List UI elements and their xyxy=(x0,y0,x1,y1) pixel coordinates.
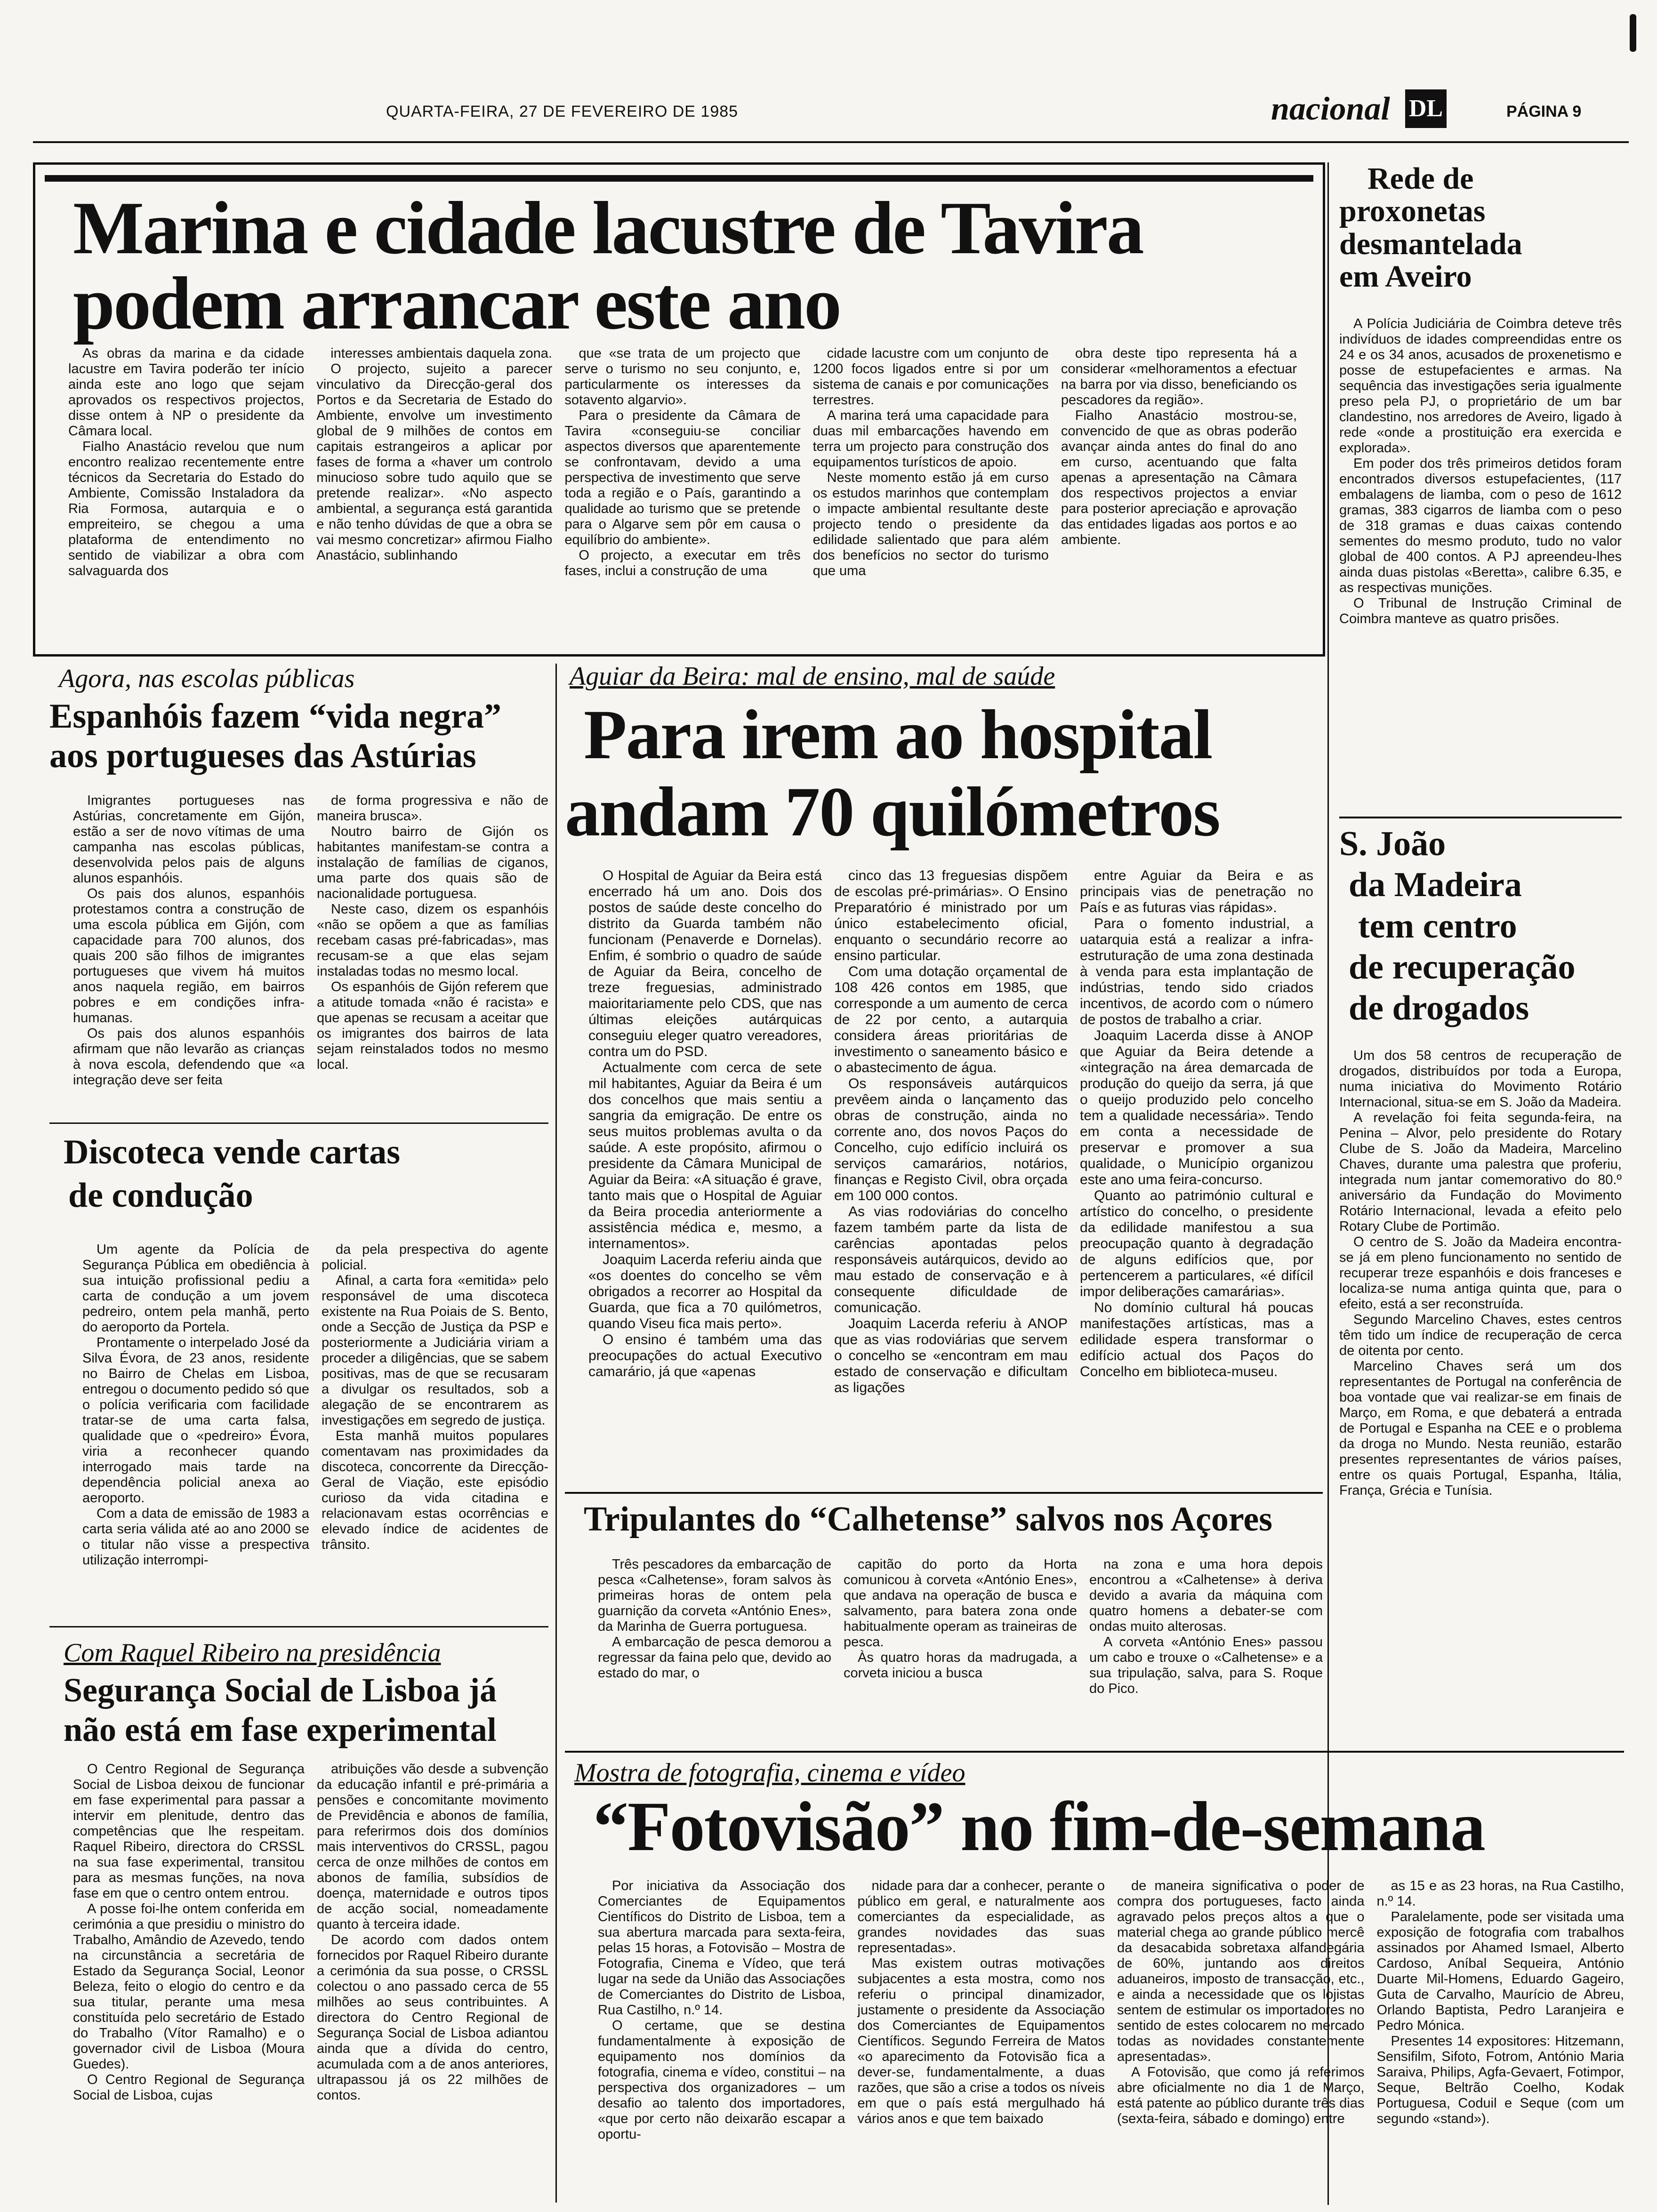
headline-sjoao-1: S. João xyxy=(1339,825,1446,863)
paragraph: As obras da marina e da cidade lacustre em Tavira poderão ter início ainda este ano logo que sejam aprovados os respectivos projectos, disse ontem à NP o presidente da Câmara local. xyxy=(68,346,305,439)
calhetense-col-3 xyxy=(1089,1557,1323,1736)
page-margin-mark xyxy=(1630,14,1636,52)
paragraph: Por iniciativa da Associação dos Comerciantes de Equipamentos Científicos do Distrito de Lisboa, tem a sua abertura marcada para sexta-feira, pelas 15 horas, a Fotovisão – Mostra de Fotografia, Cinema e Vídeo, que terá lugar na sede da União das Associações de Comerciantes do Distrito de Lisboa, Rua Castilho, n.º 14. xyxy=(598,1878,845,2018)
hospital-body xyxy=(565,868,1313,1451)
paragraph: obra deste tipo representa há a considerar «melhoramentos a efectuar na barra por via disso, beneficiando os pescadores da região». xyxy=(1061,346,1297,408)
paragraph: Joaquim Lacerda referiu à ANOP que as vias rodoviárias que servem o concelho se «encontram em mau estado de conservação e dificultam as ligações xyxy=(834,1316,1068,1395)
headline-marina-line2: podem arrancar este ano xyxy=(73,261,840,345)
fotovisao-col-2 xyxy=(858,1878,1105,2161)
paragraph: Afinal, a carta fora «emitida» pelo responsável de uma discoteca existente na Rua Poiais de S. Bento, onde a Secção de Justiça da PSP e posteriormente a Judiciária viriam a proceder a diligências, que se sabem positivas, mas de que se recusaram a divulgar os resultados, sob a alegação de se encontrarem as investigações em segredo de justiça. xyxy=(322,1273,548,1428)
paragraph: cidade lacustre com um conjunto de 1200 focos ligados entre si por um sistema de canais e por comunicações terrestres. xyxy=(812,346,1049,408)
seguranca-col-1 xyxy=(73,1762,305,2157)
espanhois-col-2 xyxy=(317,793,548,1094)
kicker-seguranca: Com Raquel Ribeiro na presidência xyxy=(64,1638,441,1667)
section-name: nacional xyxy=(1271,91,1390,127)
paragraph: Com a data de emissão de 1983 a carta seria válida até ao ano 2000 se o titular não visse a prespectiva utilização interrompi- xyxy=(82,1506,309,1568)
paragraph: Joaquim Lacerda disse à ANOP que Aguiar da Beira detende a «integração na área demarcada de produção do queijo da serra, já que o queijo produzido pelo concelho tem a qualidade necessária». Tendo em conta a necessidade de preservar e promover a sua qualidade, o Município organizou este ano uma feira-concurso. xyxy=(1080,1028,1313,1187)
paragraph: de forma progressiva e não de maneira brusca». xyxy=(317,793,548,824)
paragraph: da pela prespectiva do agente policial. xyxy=(322,1242,548,1273)
calhetense-col-1 xyxy=(598,1557,831,1736)
paragraph: Esta manhã muitos populares comentavam nas proximidades da discoteca, concorrente da Direcção-Geral de Viação, este episódio curioso da vida citadina e relacionavam estas ocorrências e elevado índice de acidentes de trânsito. xyxy=(322,1428,548,1553)
paragraph: As vias rodoviárias do concelho fazem também parte da lista de carências apontadas pelos responsáveis autárquicos, devido ao mau estado de conservação e à consequente dificuldade de comunicação. xyxy=(834,1204,1068,1315)
paragraph: cinco das 13 freguesias dispõem de escolas pré-primárias». O Ensino Preparatório é ministrado por um único estabelecimento oficial, enquanto o secundário recorre ao ensino particular. xyxy=(834,868,1068,963)
headline-seguranca-line1: Segurança Social de Lisboa já xyxy=(64,1671,497,1709)
kicker-hospital: Aguiar da Beira: mal de ensino, mal de saúde xyxy=(570,662,1055,691)
article-discoteca xyxy=(49,1134,548,1619)
header-rule xyxy=(33,141,1629,143)
article-espanhois xyxy=(49,664,548,1115)
paragraph: na zona e uma hora depois encontrou a «Calhetense» à deriva devido a avaria da máquina com quatro homens a debater-se com ondas muito alterosas. xyxy=(1089,1556,1323,1634)
paragraph: Quanto ao património cultural e artístico do concelho, o presidente da edilidade manifestou a sua preocupação quanto à degradação de alguns edifícios que, por pertencerem a particulares, «é difícil impor deliberações camarárias». xyxy=(1080,1188,1313,1299)
paragraph: A corveta «António Enes» passou um cabo e trouxe o «Calhetense» e a sua tripulação, salva, para S. Roque do Pico. xyxy=(1089,1634,1323,1696)
divider-calhetense xyxy=(565,1751,1624,1753)
paragraph: interesses ambientais daquela zona. xyxy=(330,346,552,361)
paragraph: O ensino é também uma das preocupações do actual Executivo camarário, já que «apenas xyxy=(588,1332,822,1379)
headline-discoteca-line2: de condução xyxy=(68,1176,253,1215)
paragraph: A marina terá uma capacidade para duas mil embarcações havendo em terra um projecto para construção dos equipamentos turísticos de apoio. xyxy=(812,408,1049,470)
article-marina xyxy=(33,162,1325,657)
paragraph: Fialho Anastácio mostrou-se, convencido de que as obras poderão avançar ainda antes do final do ano em curso, acentuando que falta apenas a apresentação na Câmara dos respectivos projectos a enviar para posterior apreciação e aprovação das entidades ligadas aos portos e ao ambiente. xyxy=(1061,408,1297,547)
paragraph: A revelação foi feita segunda-feira, na Penina – Alvor, pelo presidente do Rotary Clube de S. João da Madeira, Marcelino Chaves, durante uma palestra que proferiu, integrada num jantar comemorativo do 80.º aniversário da Fundação do Movimento Rotário Internacional, levada a efeito pelo Rotary Clube de Portimão. xyxy=(1339,1110,1622,1234)
discoteca-body xyxy=(49,1242,548,1590)
marina-col-4 xyxy=(813,346,1049,647)
paragraph: entre Aguiar da Beira e as principais vias de penetração no País e as futuras vias rápidas». xyxy=(1080,868,1313,915)
article-seguranca xyxy=(49,1638,548,2207)
marina-col-3 xyxy=(564,346,800,647)
sidebar-divider xyxy=(1339,817,1622,818)
seguranca-col-2 xyxy=(317,1762,548,2157)
paragraph: Um dos 58 centros de recuperação de drogados, distribuídos por toda a Europa, numa iniciativa do Movimento Rotário Internacional, situa-se em S. João da Madeira. xyxy=(1339,1048,1622,1110)
fotovisao-col-1 xyxy=(598,1878,845,2161)
paragraph: Joaquim Lacerda referiu ainda que «os doentes do concelho se vêm obrigados a recorrer ao Hospital da Guarda, que fica a 70 quilómetros, quando Viseu fica mais perto». xyxy=(588,1252,822,1331)
espanhois-col-1 xyxy=(73,793,305,1094)
article-sjoao xyxy=(1339,824,1622,1850)
paragraph: O projecto, a executar em três fases, inclui a construção de uma xyxy=(564,548,801,578)
paragraph: Prontamente o interpelado José da Silva Évora, de 23 anos, residente no Bairro de Chelas em Lisboa, entregou o documento pedido só que o polícia verificaria com facilidade tratar-se de uma carta falsa, qualidade que o «pedreiro» Évora, viria a reconhecer quando interrogado mais tarde na dependência policial anexa ao aeroporto. xyxy=(82,1335,309,1506)
calhetense-body xyxy=(565,1557,1323,1736)
kicker-espanhois: Agora, nas escolas públicas xyxy=(59,664,355,693)
headline-discoteca-line1: Discoteca vende cartas xyxy=(64,1133,401,1171)
calhetense-col-2 xyxy=(844,1557,1077,1736)
hospital-col-3 xyxy=(1080,868,1313,1451)
paragraph: Para o fomento industrial, a uatarquia está a realizar a infra-estruturação de uma zona destinada à venda para esta implantação de indústrias, tendo sido criados incentivos, de acordo com o número de postos de trabalho a criar. xyxy=(1080,916,1313,1027)
headline-aveiro-4: em Aveiro xyxy=(1339,259,1472,294)
page-header xyxy=(0,0,1657,165)
paragraph: Os espanhóis de Gijón referem que a atitude tomada «não é racista» e que apenas se recusam a aceitar que os imigrantes dos bairros de lata sejam reinstalados todos no mesmo local. xyxy=(317,979,548,1073)
paragraph: Às quatro horas da madrugada, a corveta iniciou a busca xyxy=(844,1650,1077,1681)
newspaper-logo: DL xyxy=(1405,89,1447,128)
espanhois-body xyxy=(49,793,548,1094)
page-number: PÁGINA 9 xyxy=(1506,103,1582,120)
headline-aveiro-1: Rede de xyxy=(1367,161,1474,196)
fotovisao-col-4 xyxy=(1377,1878,1625,2161)
paragraph: capitão do porto da Horta comunicou à corveta «António Enes», que andava na operação de busca e salvamento, para batera zona onde habitualmente operam as traineiras de pesca. xyxy=(844,1556,1077,1650)
paragraph: atribuições vão desde a subvenção da educação infantil e pré-primária a pensões e concomitante movimento de Previdência e abonos de família, para referirmos dois dos domínios mais interventivos do CRSSL, pagou cerca de onze milhões de contos em abonos de família, subsídios de doença, maternidade e outros tipos de acção social, nomeadamente quanto à terceira idade. xyxy=(317,1762,548,1932)
center-column-rule xyxy=(555,664,557,2203)
paragraph: Os responsáveis autárquicos prevêem ainda o lançamento das obras de construção, ainda no corrente ano, dos novos Paços do Concelho, cujo edifício incluirá os serviços camarários, notários, finanças e Registo Civil, obra orçada em 100 000 contos. xyxy=(834,1076,1068,1203)
fotovisao-col-3 xyxy=(1117,1878,1365,2161)
seguranca-body xyxy=(49,1762,548,2157)
divider-espanhois xyxy=(49,1122,548,1124)
paragraph: A posse foi-lhe ontem conferida em cerimónia a que presidiu o ministro do Trabalho, Amândio de Azevedo, tendo na circunstância a secretária de Estado da Segurança Social, Leonor Beleza, feito o elogio do centro e da sua titular, perante uma mesa constituída pelo secretário de Estado do Trabalho (Vítor Ramalho) e o governador civil de Lisboa (Moura Guedes). xyxy=(73,1901,305,2072)
headline-sjoao-3: tem centro xyxy=(1358,906,1517,946)
paragraph: A Polícia Judiciária de Coimbra deteve três indivíduos de idades compreendidas entre os 24 e os 34 anos, acusados de proxenetismo e posse de estupefacientes e armas. Na sequência das investigações seria igualmente preso pela PJ, o proprietário de um bar clandestino, nos arredores de Aveiro, ligado à rede «onde a prostituição era exercida e explorada». xyxy=(1339,316,1622,456)
discoteca-col-2 xyxy=(322,1242,548,1590)
paragraph: Mas existem outras motivações subjacentes a esta mostra, como nos referiu o principal dinamizador, justamente o presidente da Associação dos Comerciantes de Equipamentos Científicos. Segundo Ferreira de Matos «o aparecimento da Fotovisão fica a dever-se, fundamentalmente, a duas razões, que são a crise a todos os níveis em que o país está mergulhado há vários anos e que tem baixado xyxy=(857,1956,1105,2126)
marina-col-1 xyxy=(68,346,304,647)
hospital-col-2 xyxy=(834,868,1068,1451)
paragraph: Os pais dos alunos espanhóis afirmam que não levarão as crianças à nova escola, defendendo que «a integração deve ser feita xyxy=(73,1026,305,1088)
headline-seguranca-line2: não está em fase experimental xyxy=(64,1710,497,1748)
marina-col-5 xyxy=(1061,346,1297,647)
headline-aveiro-2: proxonetas xyxy=(1339,194,1486,229)
paragraph: Os pais dos alunos, espanhóis protestamos contra a construção de uma escola pública em Gijón, com capacidade para 700 alunos, dos quais 200 são filhos de imigrantes portugueses que vivem há muitos anos naquela região, em bairros pobres e em condições infra-humanas. xyxy=(73,886,305,1026)
divider-discoteca xyxy=(49,1626,548,1627)
headline-espanhois-line2: aos portugueses das Astúrias xyxy=(49,736,476,775)
paragraph: A Fotovisão, que como já referimos abre oficialmente no dia 1 de Março, está patente ao público durante três dias (sexta-feira, sábado e domingo) entre xyxy=(1117,2064,1365,2126)
paragraph: que «se trata de um projecto que serve o turismo no seu conjunto, e, particularmente os interesses da sotavento algarvio». xyxy=(564,346,801,408)
paragraph: nidade para dar a conhecer, perante o público em geral, e naturalmente aos comerciantes da especialidade, as grandes novidades das suas representadas». xyxy=(857,1878,1105,1956)
kicker-fotovisao: Mostra de fotografia, cinema e vídeo xyxy=(574,1758,965,1787)
hospital-col-1 xyxy=(588,868,822,1451)
paragraph: O Tribunal de Instrução Criminal de Coimbra manteve as quatro prisões. xyxy=(1339,596,1622,627)
paragraph: O certame, que se destina fundamentalmente à exposição de equipamento nos domínios da fotografia, cinema e vídeo, constitui – na perspectiva dos organizadores – um desafio ao talento dos importadores, «que por certo não deixarão escapar a oportu- xyxy=(598,2018,845,2142)
paragraph: Três pescadores da embarcação de pesca «Calhetense», foram salvos às primeiras horas de ontem pela guarnição da corveta «António Enes», da Marinha de Guerra portuguesa. xyxy=(598,1556,831,1634)
paragraph: Presentes 14 expositores: Hitzemann, Sensifilm, Sifoto, Fotrom, António Maria Saraiva, Philips, Agfa-Gevaert, Fotimpor, Seque, Beltrão Coelho, Kodak Portuguesa, Coduil e Seque (com um segundo «stand»). xyxy=(1376,2033,1624,2126)
paragraph: Imigrantes portugueses nas Astúrias, concretamente em Gijón, estão a ser de novo vítimas de uma campanha nas escolas públicas, desenvolvida pelos pais de alguns alunos espanhóis. xyxy=(73,793,305,886)
paragraph: O Centro Regional de Segurança Social de Lisboa, cujas xyxy=(73,2072,305,2103)
headline-sjoao-2: da Madeira xyxy=(1349,866,1522,905)
headline-espanhois-line1: Espanhóis fazem “vida negra” xyxy=(49,697,502,736)
paragraph: Um agente da Polícia de Segurança Pública em obediência à sua intuição profissional pediu a carta de condução a um jovem pedreiro, ontem pela manhã, perto do aeroporto da Portela. xyxy=(82,1242,309,1335)
paragraph: Com uma dotação orçamental de 108 426 contos em 1985, que corresponde a um aumento de cerca de 22 por cento, a autarquia considera áreas prioritárias de investimento o saneamento básico e o abastecimento de água. xyxy=(834,964,1068,1075)
discoteca-col-1 xyxy=(82,1242,309,1590)
headline-sjoao-5: de drogados xyxy=(1349,989,1529,1028)
marina-body xyxy=(68,346,1297,647)
paragraph: Segundo Marcelino Chaves, estes centros têm tido um índice de recuperação de cerca de oitenta por cento. xyxy=(1339,1312,1622,1358)
paragraph: Fialho Anastácio revelou que num encontro realizao recentemente entre técnicos da Secretaria do Estado do Ambiente, Comissão Instaladora da Ria Formosa, autarquia e o empreiteiro, se chegou a uma plataforma de entendimento no sentido de viabilizar a obra com salvaguarda dos xyxy=(68,439,305,578)
headline-sjoao-4: de recuperação xyxy=(1349,947,1576,986)
paragraph: O Centro Regional de Segurança Social de Lisboa deixou de funcionar em fase experimental para passar a intervir em plenitude, dentro das competências que lhe respeitam. Raquel Ribeiro, directora do CRSSL na sua fase experimental, transitou para as mesmas funções, na nova fase em que o centro ontem entrou. xyxy=(73,1762,305,1901)
paragraph: O projecto, sujeito a parecer vinculativo da Direcção-geral dos Portos e da Secretaria de Estado do Ambiente, envolve um investimento global de 9 milhões de contos em capitais estrangeiros a aplicar por fases de forma a «haver um controlo minucioso sobre tudo aquilo que se pretende realizar». «No aspecto ambiental, a segurança está garantida e não tenho dúvidas de que a obra se vai mesmo concretizar» afirmou Fialho Anastácio, sublinhando xyxy=(316,361,553,563)
paragraph: De acordo com dados ontem fornecidos por Raquel Ribeiro durante a cerimónia da sua posse, o CRSSL colectou o ano passado cerca de 55 milhões ao seus contribuintes. A directora do Centro Regional de Segurança Social de Lisboa adiantou ainda que a dívida do centro, acumulada com a de anos anteriores, ultrapassou já os 22 milhões de contos. xyxy=(317,1932,548,2103)
article-calhetense xyxy=(565,1501,1323,1755)
headline-fotovisao: “Fotovisão” no fim-de-semana xyxy=(593,1787,1485,1866)
paragraph: de maneira significativa o poder de compra dos portugueses, facto ainda agravado pelos preços altos a que o material chega ao grande público mercê da desacabida sobretaxa alfandegária de 60%, juntando aos direitos aduaneiros, imposto de transacção, etc., e ainda a necessidade que os lojistas sentem de estimular os importadores no sentido de estes colocarem no mercado todas as novidades constantemente apresentadas». xyxy=(1117,1878,1365,2064)
paragraph: Actualmente com cerca de sete mil habitantes, Aguiar da Beira é um dos concelhos que mais sentiu a sangria da emigração. De entre os seus muitos problemas avulta o da saúde. A este propósito, afirmou o presidente da Câmara Municipal de Aguiar da Beira: «A situação é grave, tanto mais que o Hospital de Aguiar da Beira procedia anteriormente a assistência médica e, mesmo, a internamentos». xyxy=(588,1060,822,1251)
paragraph: Paralelamente, pode ser visitada uma exposição de fotografia com trabalhos assinados por Ahamed Ismael, Alberto Cardoso, Aníbal Sequeira, António Duarte Mil-Homens, Eduardo Gageiro, Guta de Carvalho, Maurício de Abreu, Orlando Baptista, Pedro Laranjeira e Pedro Mónica. xyxy=(1376,1909,1624,2033)
article-hospital xyxy=(565,661,1323,1490)
headline-hospital-line2: andam 70 quilómetros xyxy=(565,772,1220,851)
paragraph: A embarcação de pesca demorou a regressar da faina pelo que, devido ao estado do mar, o xyxy=(598,1634,831,1681)
issue-date: QUARTA-FEIRA, 27 DE FEVEREIRO DE 1985 xyxy=(386,103,739,120)
fotovisao-body xyxy=(565,1878,1624,2161)
box-top-rule xyxy=(45,175,1313,182)
headline-hospital-line1: Para irem ao hospital xyxy=(584,696,1212,774)
paragraph: Marcelino Chaves será um dos representantes de Portugal na conferência de boa vontade que vai realizar-se em finais de Março, em Roma, e que debaterá a entrada de Portugal e Espanha na CEE e o problema da droga no Mundo. Nesta reunião, estarão presentes representantes de vários países, entre os quais Portugal, Espanha, Itália, França, Grécia e Tunísia. xyxy=(1339,1358,1622,1498)
paragraph: Para o presidente da Câmara de Tavira «conseguiu-se conciliar aspectos diversos que aparentemente se confrontavam, devido a uma perspectiva de investimento que serve toda a região e o País, garantindo a qualidade ao turismo que se pretende para o Algarve sem pôr em causa o equilíbrio do ambiente». xyxy=(564,408,801,547)
headline-calhetense: Tripulantes do “Calhetense” salvos nos Açores xyxy=(584,1500,1272,1539)
paragraph: O centro de S. João da Madeira encontra-se já em pleno funcionamento no sentido de recuperar treze espanhóis e dois franceses e localiza-se numa antiga quinta que, para o efeito, está a ser reconstruída. xyxy=(1339,1234,1622,1312)
article-fotovisao xyxy=(565,1758,1624,2207)
paragraph: Em poder dos três primeiros detidos foram encontrados diversos estupefacientes, (117 embalagens de liamba, com o peso de 1612 gramas, 383 cigarros de liamba com o peso de 318 gramas e duas caixas contendo sementes do mesmo produto, tudo no valor global de 400 contos. A PJ apreendeu-lhes ainda duas pistolas «Beretta», calibre 6.35, e as respectivas munições. xyxy=(1339,456,1622,596)
article-aveiro xyxy=(1339,162,1622,812)
headline-aveiro-3: desmantelada xyxy=(1339,226,1522,261)
headline-marina-line1: Marina e cidade lacustre de Tavira xyxy=(73,186,1143,270)
paragraph: as 15 e as 23 horas, na Rua Castilho, n.º 14. xyxy=(1376,1878,1624,1909)
marina-col-2 xyxy=(316,346,552,647)
paragraph: O Hospital de Aguiar da Beira está encerrado há um ano. Dois dos postos de saúde deste concelho do distrito da Guarda também não funcionam (Penaverde e Dornelas). Enfim, é sombrio o quadro de saúde de Aguiar da Beira, concelho de treze freguesias, administrado maioritariamente pelo CDS, que nas últimas eleições autárquicas conseguiu eleger quatro vereadores, contra um do PSD. xyxy=(588,868,822,1059)
paragraph: No domínio cultural há poucas manifestações artísticas, mas a edilidade espera transformar o edifício actual dos Paços do Concelho em biblioteca-museu. xyxy=(1080,1300,1313,1379)
paragraph: Noutro bairro de Gijón os habitantes manifestam-se contra a instalação de famílias de ciganos, uma parte dos quais são de nacionalidade portuguesa. xyxy=(317,824,548,902)
divider-hospital xyxy=(565,1492,1323,1494)
paragraph: Neste momento estão já em curso os estudos marinhos que contemplam o impacte ambiental resultante deste projecto tendo o presidente da edilidade salientado que para além dos benefícios no sector do turismo que uma xyxy=(812,470,1049,578)
paragraph: Neste caso, dizem os espanhóis «não se opõem a que as famílias recebam casas pré-fabricadas», mas recusam-se a que elas sejam instaladas todas no mesmo local. xyxy=(317,902,548,979)
